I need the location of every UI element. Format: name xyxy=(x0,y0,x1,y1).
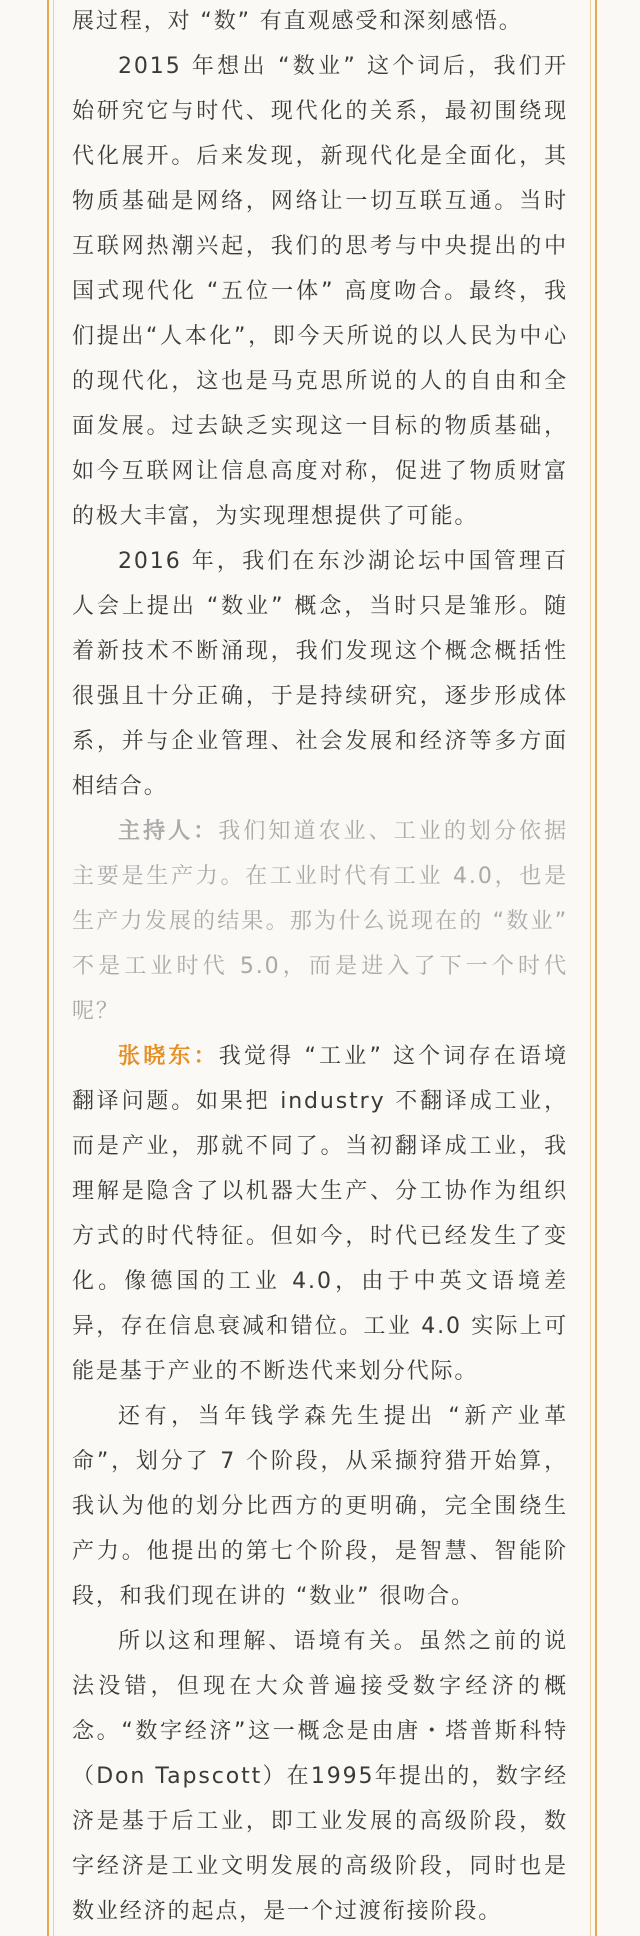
speaker-label-guest: 张晓东： xyxy=(118,1044,219,1069)
guest-answer-text: 我觉得 “工业” 这个词存在语境翻译问题。如果把 industry 不翻译成工业，而是产业，那就不同了。当初翻译成工业，我理解是隐含了以机器大生产、分工协作为组织方式的时代特征。但如今，时代已经发生了变化。像德国的工业 4.0，由于中英文语境差异，存在信息衰减和错位。工业 4.0 实际上可能是基于产业的不断迭代来划分代际。 xyxy=(72,1044,568,1384)
paragraph-continuation: 展过程，对 “数” 有直观感受和深刻感悟。 xyxy=(72,9,523,34)
paragraph-digital-economy: 所以这和理解、语境有关。虽然之前的说法没错，但现在大众普遍接受数字经济的概念。“数字经济”这一概念是由唐・塔普斯科特（Don Tapscott）在1995年提出的，数字经济是基于后工业，即工业发展的高级阶段，数字经济是工业文明发展的高级阶段，同时也是数业经济的起点，是一个过渡衔接阶段。 xyxy=(72,1629,568,1924)
speaker-label-host: 主持人： xyxy=(118,819,219,844)
host-question-text: 我们知道农业、工业的划分依据主要是生产力。在工业时代有工业 4.0，也是生产力发展的结果。那为什么说现在的 “数业” 不是工业时代 5.0，而是进入了下一个时代呢？ xyxy=(72,819,568,1024)
guest-answer xyxy=(72,1034,568,1394)
paragraph-2016-forum: 2016 年，我们在东沙湖论坛中国管理百人会上提出 “数业” 概念，当时只是雏形。随着新技术不断涌现，我们发现这个概念概括性很强且十分正确，于是持续研究，逐步形成体系，并与企业管理、社会发展和经济等多方面相结合。 xyxy=(72,549,568,799)
host-question xyxy=(72,809,568,1034)
paragraph-qian-xuesen: 还有，当年钱学森先生提出 “新产业革命”，划分了 7 个阶段，从采撷狩猎开始算，我认为他的划分比西方的更明确，完全围绕生产力。他提出的第七个阶段，是智慧、智能阶段，和我们现在讲的 “数业” 很吻合。 xyxy=(72,1404,568,1609)
paragraph-2015-shuye: 2015 年想出 “数业” 这个词后，我们开始研究它与时代、现代化的关系，最初围绕现代化展开。后来发现，新现代化是全面化，其物质基础是网络，网络让一切互联互通。当时互联网热潮兴起，我们的思考与中央提出的中国式现代化 “五位一体” 高度吻合。最终，我们提出“人本化”，即今天所说的以人民为中心的现代化，这也是马克思所说的人的自由和全面发展。过去缺乏实现这一目标的物质基础，如今互联网让信息高度对称，促进了物质财富的极大丰富，为实现理想提供了可能。 xyxy=(72,54,568,529)
article-body xyxy=(72,0,568,1934)
